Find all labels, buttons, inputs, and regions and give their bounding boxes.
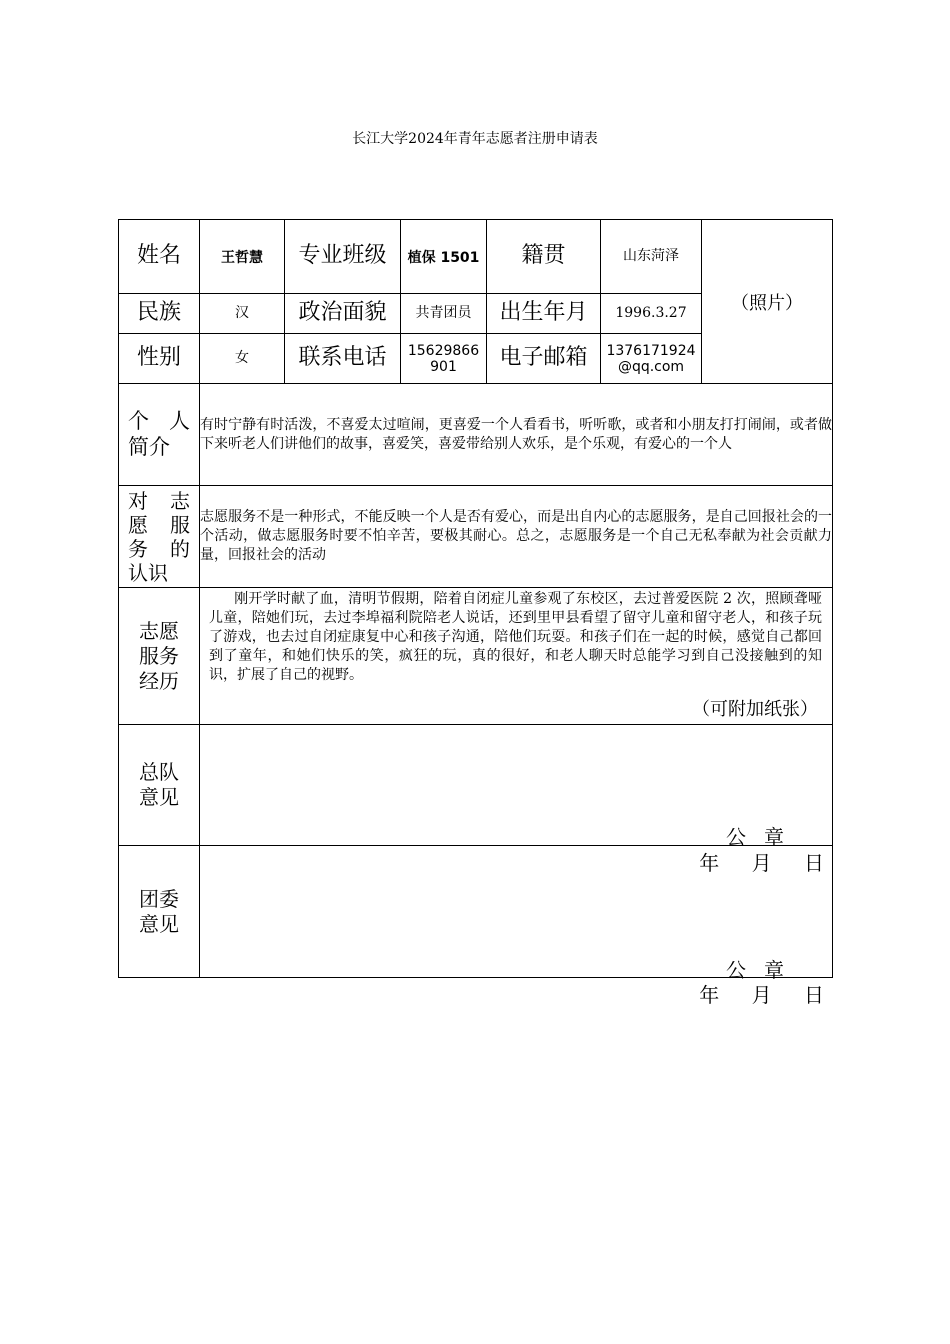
email-value [601, 334, 702, 384]
understanding-label-char: 认识 [128, 560, 168, 585]
political-label: 政治面貌 [285, 294, 401, 334]
photo-label: （照片） [731, 292, 803, 314]
team-opinion-cell [200, 725, 833, 875]
email-value-line-1: 1376171924 [606, 342, 696, 359]
intro-label-char: 个 [128, 409, 149, 434]
experience-label-line: 经历 [139, 668, 179, 693]
understanding-label-char: 对 [128, 488, 148, 513]
name-label: 姓名 [119, 220, 200, 294]
phone-value-line-1: 15629866 [407, 342, 480, 359]
understanding-text: 志愿服务不是一种形式，不能反映一个人是否有爱心，而是出自内心的志愿服务，是自己回报社会的一个活动，做志愿服务时要不怕辛苦，要极其耐心。总之，志愿服务是一个自己无私奉献为社会贡献力量，回报社会的活动 [200, 486, 833, 588]
class-value: 植保 1501 [401, 220, 487, 294]
attach-paper-note: （可附加纸张） [692, 699, 818, 720]
experience-label [119, 588, 200, 725]
league-seal: 公章 [726, 957, 802, 982]
league-opinion-label [119, 846, 200, 978]
class-label: 专业班级 [285, 220, 401, 294]
gender-value: 女 [200, 334, 285, 384]
intro-label-char: 简 [128, 434, 149, 459]
league-opinion-label-line: 意见 [139, 911, 179, 936]
understanding-label-char: 服 [170, 512, 190, 537]
ethnic-value: 汉 [200, 294, 285, 334]
phone-label: 联系电话 [285, 334, 401, 384]
birth-value: 1996.3.27 [601, 294, 702, 334]
photo-box [702, 220, 833, 384]
team-opinion-label [119, 725, 200, 846]
phone-value [401, 334, 487, 384]
experience-cell [200, 588, 833, 725]
understanding-label-char: 务 [128, 536, 148, 561]
league-opinion-label-line: 团委 [139, 886, 179, 911]
form-title: 长江大学2024年青年志愿者注册申请表 [352, 131, 598, 147]
understanding-label [119, 486, 200, 588]
birth-label: 出生年月 [487, 294, 601, 334]
email-value-line-2: @qq.com [617, 358, 685, 375]
team-opinion-label-line: 意见 [139, 785, 179, 809]
understanding-label-char: 志 [170, 488, 190, 513]
experience-text: 刚开学时献了血，清明节假期，陪着自闭症儿童参观了东校区，去过普爱医院 2 次，照顾聋哑儿童，陪她们玩，去过李埠福利院陪老人说话，还到里甲县看望了留守儿童和留守老人，和孩子玩了游戏，也去过自闭症康复中心和孩子沟通，陪他们玩耍。和孩子们在一起的时候，感觉自己都回到了童年，和她们快乐的笑，疯狂的玩，真的很好，和老人聊天时总能学习到自己没接触到的知识，扩展了自己的视野。 [209, 591, 822, 683]
phone-value-line-2: 901 [430, 358, 457, 375]
application-form-table [118, 219, 833, 1007]
understanding-label-char: 的 [170, 536, 190, 561]
intro-label-char: 介 [149, 434, 170, 459]
team-opinion-label-line: 总队 [139, 760, 179, 784]
political-value: 共青团员 [401, 294, 487, 334]
understanding-label-char: 愿 [128, 512, 148, 537]
league-date: 年 月 日 [699, 982, 824, 1007]
experience-label-line: 服务 [139, 643, 179, 668]
name-value: 王哲慧 [200, 220, 285, 294]
experience-label-line: 志愿 [139, 618, 179, 643]
team-date: 年 月 日 [699, 851, 824, 875]
email-label: 电子邮箱 [487, 334, 601, 384]
origin-label: 籍贯 [487, 220, 601, 294]
intro-label [119, 384, 200, 486]
ethnic-label: 民族 [119, 294, 200, 334]
intro-text: 有时宁静有时活泼，不喜爱太过喧闹，更喜爱一个人看看书，听听歌，或者和小朋友打打闹闹，或者做下来听老人们讲他们的故事，喜爱笑，喜爱带给别人欢乐，是个乐观，有爱心的一个人 [200, 384, 833, 486]
origin-value: 山东菏泽 [601, 220, 702, 294]
intro-label-char: 人 [169, 409, 190, 434]
team-seal: 公章 [726, 825, 802, 849]
gender-label: 性别 [119, 334, 200, 384]
